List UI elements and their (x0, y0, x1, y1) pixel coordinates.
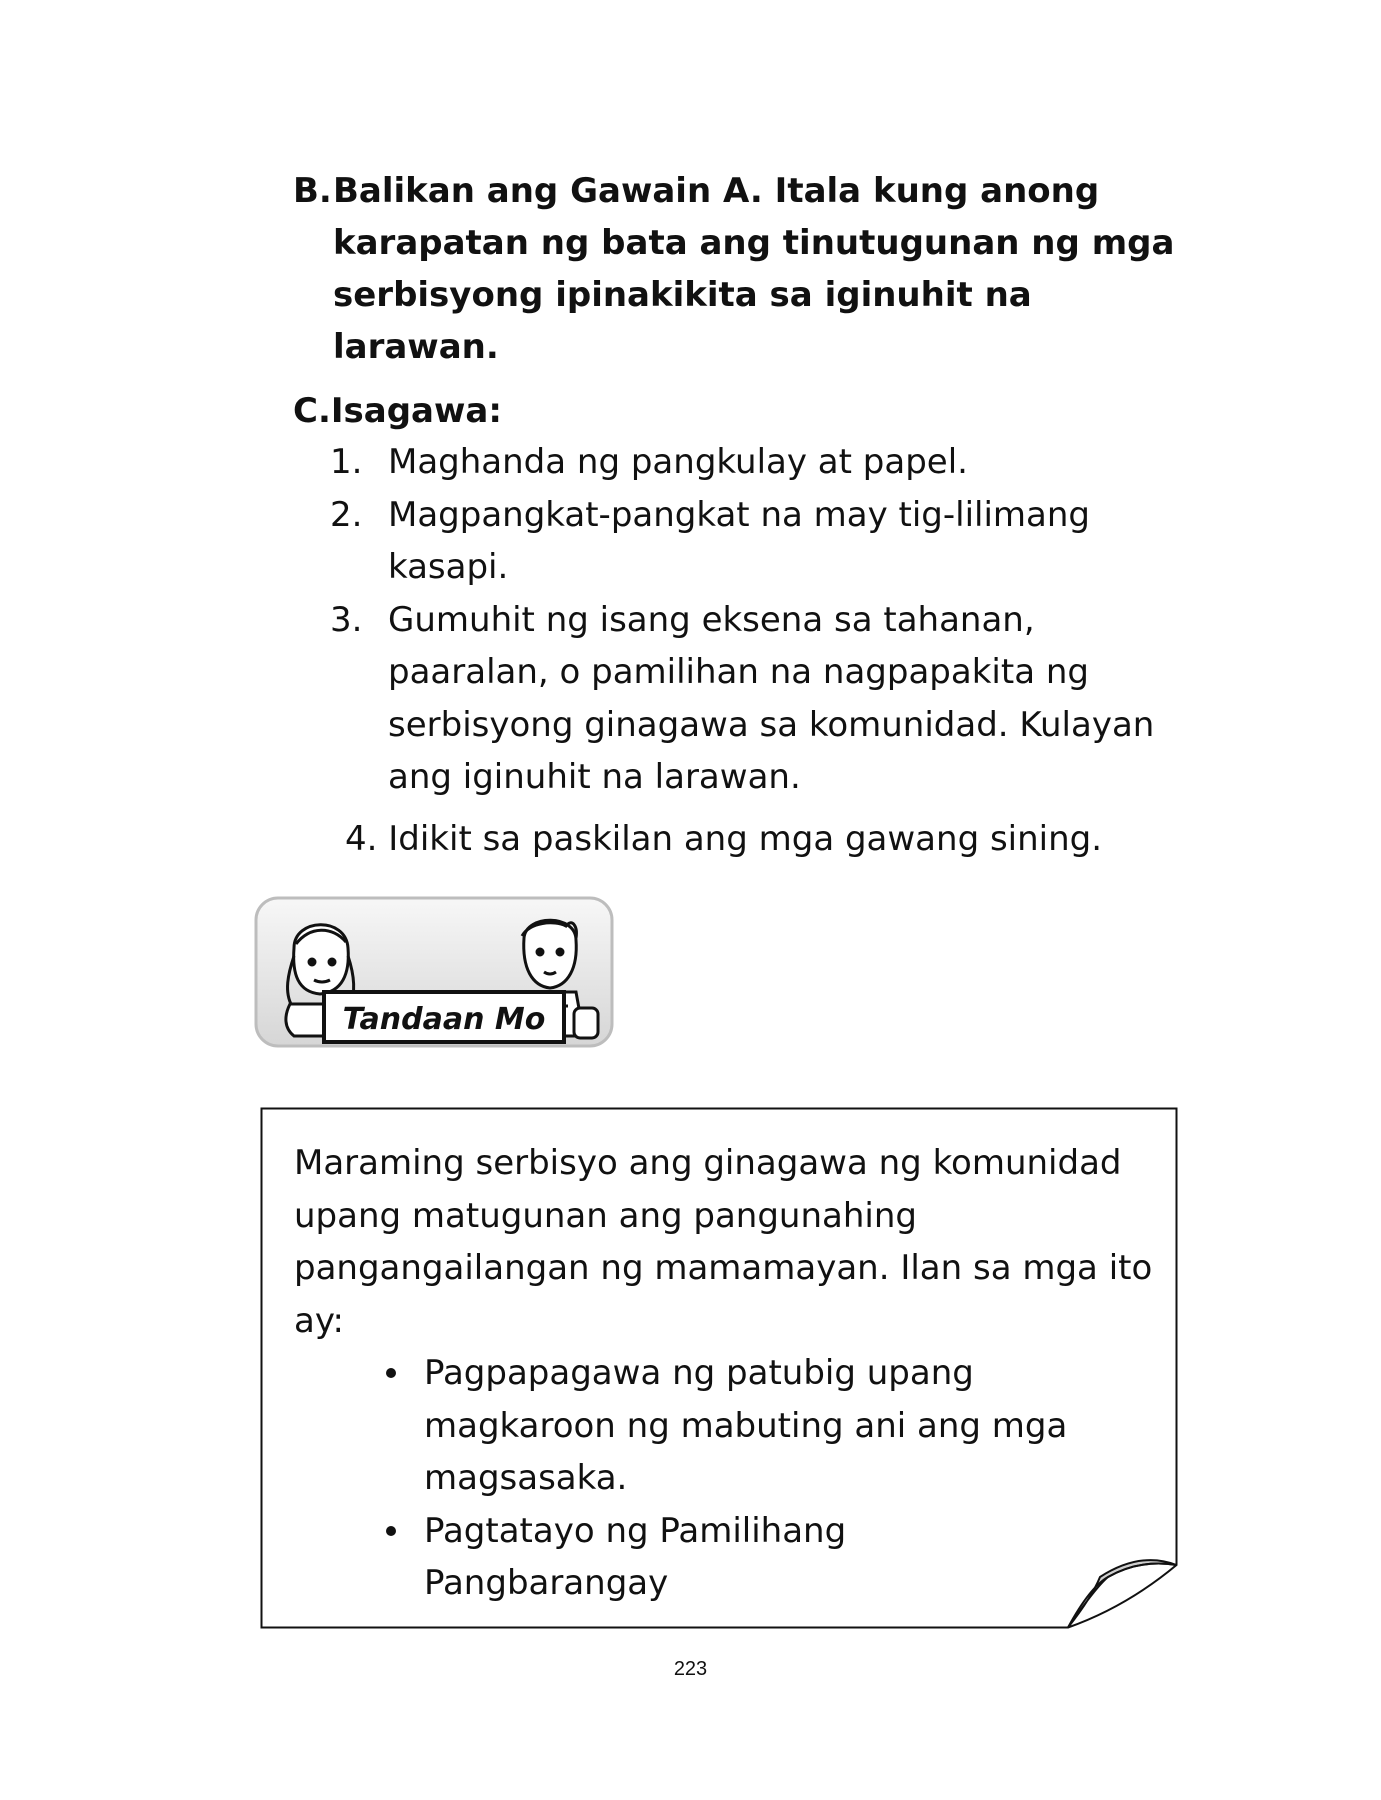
bullet-text: Pagtatayo ng Pamilihang Pangbarangay (424, 1510, 847, 1603)
page-number: 223 (673, 1658, 708, 1680)
tandaan-mo-banner (254, 896, 616, 1051)
section-c-heading: C.Isagawa: (293, 391, 502, 431)
bullet-icon (380, 1347, 424, 1505)
bullet-text: Pagpapagawa ng patubig upang magkaroon ng mabuting ani ang mga magsasaka. (424, 1353, 1068, 1498)
bullet-icon (380, 1505, 424, 1610)
steps-list (330, 436, 1230, 804)
section-b-line: Balikan ang Gawain A. Itala kung anong (333, 171, 1100, 211)
bullet-item (380, 1347, 1140, 1505)
step-4: 4. Idikit sa paskilan ang mga gawang sining. (345, 819, 1103, 859)
step-number: 3. (330, 599, 363, 640)
note-bullets (380, 1347, 1140, 1610)
step-text: Gumuhit ng isang eksena sa tahanan, paaralan, o pamilihan na nagpapakita ng serbisyong ginagawa sa komunidad. Kulayan ang iginuhit na larawan. (388, 599, 1155, 797)
section-b-letter: B. (293, 171, 332, 211)
note-intro: Maraming serbisyo ang ginagawa ng komunidad upang matugunan ang pangunahing pangangailangan ng mamamayan. Ilan sa mga ito ay: (294, 1143, 1153, 1341)
banner-label: Tandaan Mo (342, 1002, 546, 1037)
step-number: 1. (330, 442, 363, 482)
step-text: Maghanda ng pangkulay at papel. (388, 442, 968, 482)
section-b-instructions (333, 165, 1193, 373)
step-number: 2. (330, 494, 363, 535)
step-text: Magpangkat-pangkat na may tig-lilimang kasapi. (388, 494, 1091, 587)
bullet-item (380, 1505, 1140, 1610)
section-b-line: serbisyong ipinakikita sa iginuhit na larawan. (333, 275, 1032, 367)
step-item (330, 489, 1230, 594)
section-b-line: karapatan ng bata ang tinutugunan ng mga (333, 223, 1175, 263)
step-item (330, 436, 1230, 489)
step-item (330, 594, 1230, 804)
section-b (293, 165, 1293, 373)
